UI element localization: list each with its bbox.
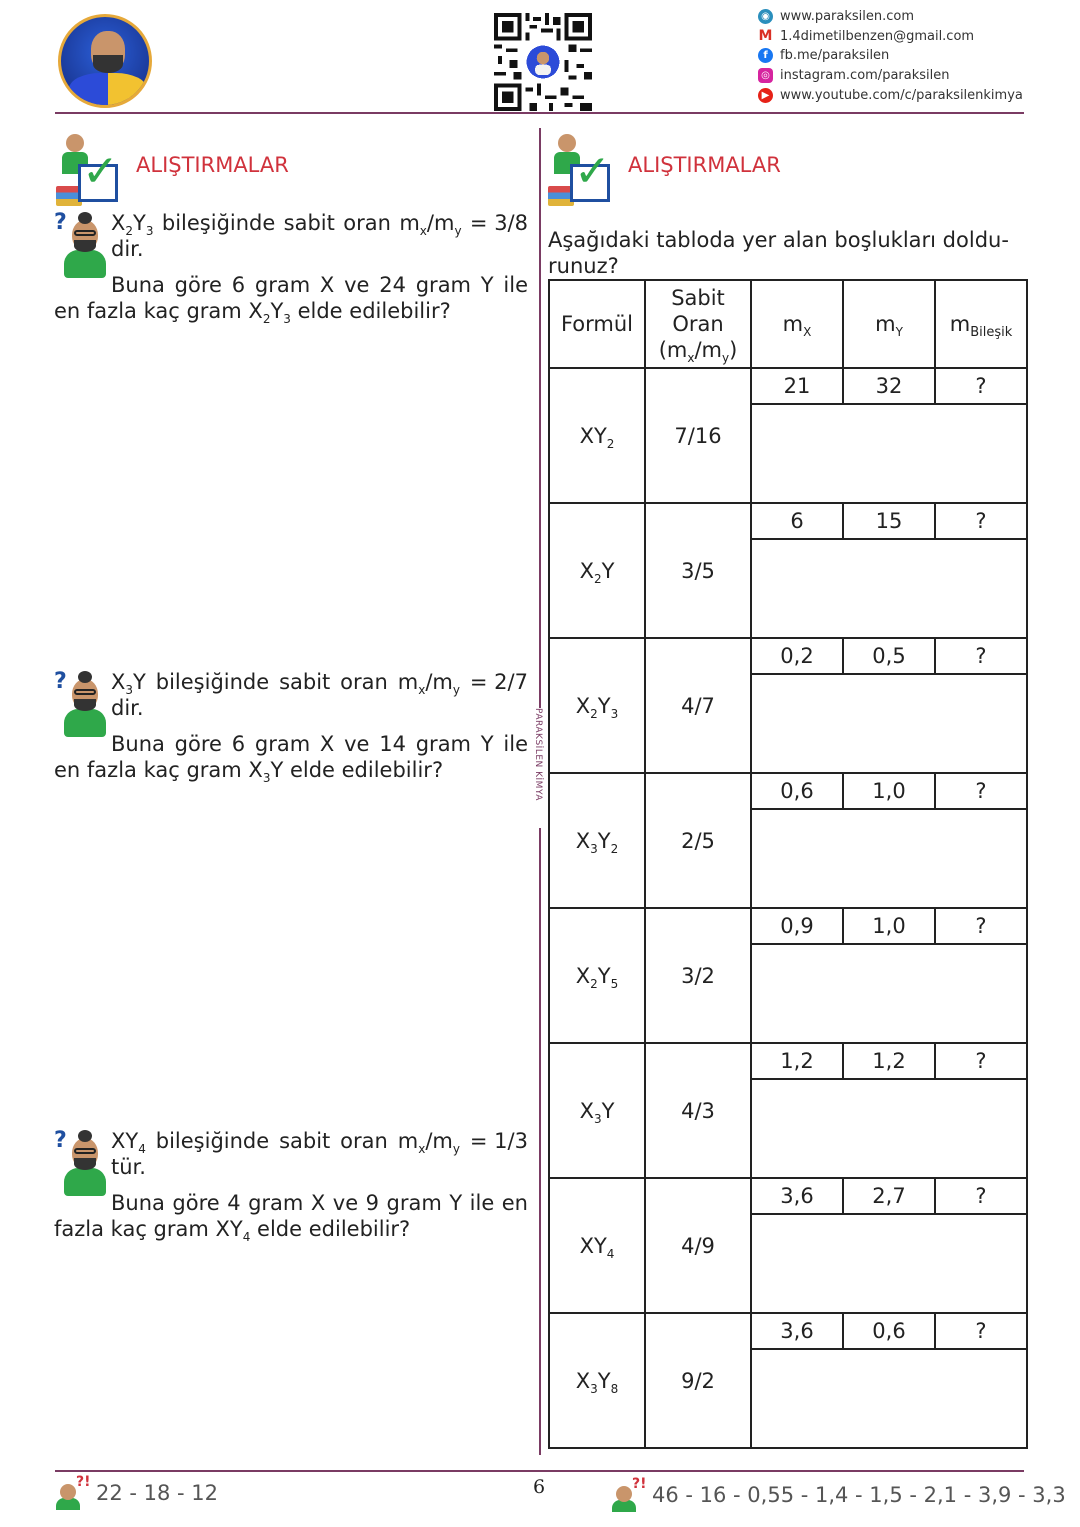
- formula-cell: $X_2Y_5$: [549, 908, 645, 1043]
- teacher-question-icon: ?: [54, 669, 110, 739]
- ratio-cell: 4/7: [645, 638, 751, 773]
- formula-cell: $X_3Y$: [549, 1043, 645, 1178]
- mx-cell: 21: [751, 368, 843, 404]
- ratio-cell: 2/5: [645, 773, 751, 908]
- my-cell: 1,0: [843, 773, 935, 809]
- web-icon: ◉: [758, 9, 773, 24]
- ratio-cell: 7/16: [645, 368, 751, 503]
- ratio-cell: 3/5: [645, 503, 751, 638]
- table-row: [549, 908, 1027, 944]
- mx-cell: 0,6: [751, 773, 843, 809]
- answer-space[interactable]: [751, 539, 1027, 638]
- question-text: Buna göre 4 gram X ve 9 gram Y ile en fazla kaç gram $XY_4$ elde edilebilir?: [54, 1191, 528, 1244]
- question-text: Buna göre 6 gram X ve 24 gram Y ile en fazla kaç gram $X_2Y_3$ elde edilebilir?: [54, 273, 528, 326]
- header-formula: Formül: [549, 280, 645, 368]
- ratio-cell: 4/9: [645, 1178, 751, 1313]
- mx-cell: 0,2: [751, 638, 843, 674]
- question-suffix: tür.: [111, 1155, 146, 1179]
- question-statement: $XY_4$ bileşiğinde sabit oran $m_x/m_y$ = 1/3: [111, 1129, 528, 1156]
- my-cell: 0,5: [843, 638, 935, 674]
- answer-key-icon: ?!: [610, 1478, 646, 1512]
- answer-space[interactable]: [751, 809, 1027, 908]
- teacher-question-icon: ?: [54, 210, 110, 280]
- mcompound-cell: ?: [935, 908, 1027, 944]
- my-cell: 1,0: [843, 908, 935, 944]
- exercise-illustration-icon: ✓: [548, 130, 622, 208]
- mcompound-cell: ?: [935, 638, 1027, 674]
- right-section-heading: [548, 130, 781, 208]
- question-suffix: dir.: [111, 696, 144, 720]
- section-title: ALIŞTIRMALAR: [628, 153, 781, 177]
- qr-code[interactable]: [494, 13, 592, 111]
- question-statement: $X_3Y$ bileşiğinde sabit oran $m_x/m_y$ = 2/7: [111, 670, 528, 697]
- formula-cell: $X_2Y_3$: [549, 638, 645, 773]
- header-divider: [55, 112, 1024, 114]
- my-cell: 1,2: [843, 1043, 935, 1079]
- table-row: [549, 1043, 1027, 1079]
- page-number: 6: [532, 1476, 546, 1498]
- question-2: [54, 669, 528, 783]
- contact-email[interactable]: [758, 27, 1058, 47]
- table-header-row: [549, 280, 1027, 368]
- contact-instagram[interactable]: [758, 66, 1058, 86]
- exercise-illustration-icon: ✓: [56, 130, 130, 208]
- formula-cell: $XY_4$: [549, 1178, 645, 1313]
- table-row: [549, 503, 1027, 539]
- formula-cell: $X_3Y_2$: [549, 773, 645, 908]
- contact-text: instagram.com/paraksilen: [780, 68, 950, 84]
- teacher-question-icon: ?: [54, 1128, 110, 1198]
- table-row: [549, 638, 1027, 674]
- mcompound-cell: ?: [935, 1043, 1027, 1079]
- table-instructions: Aşağıdaki tabloda yer alan boşlukları doldu- runuz?: [548, 228, 1009, 278]
- formula-cell: $X_3Y_8$: [549, 1313, 645, 1448]
- mx-cell: 0,9: [751, 908, 843, 944]
- mcompound-cell: ?: [935, 1178, 1027, 1214]
- contact-text: 1.4dimetilbenzen@gmail.com: [780, 28, 975, 44]
- mcompound-cell: ?: [935, 1313, 1027, 1349]
- ratio-cell: 9/2: [645, 1313, 751, 1448]
- table-row: [549, 1178, 1027, 1214]
- left-section-heading: [56, 130, 289, 208]
- footer-divider: [55, 1470, 1024, 1472]
- table-row: [549, 773, 1027, 809]
- ratio-cell: 3/2: [645, 908, 751, 1043]
- answer-key-text: 22 - 18 - 12: [96, 1481, 219, 1505]
- header-mcompound: $m_{Bileşik}$: [935, 280, 1027, 368]
- instagram-icon: ◎: [758, 68, 773, 83]
- contact-text: www.paraksilen.com: [780, 9, 915, 25]
- contact-facebook[interactable]: [758, 46, 1058, 66]
- question-statement: $X_2Y_3$ bileşiğinde sabit oran $m_x/m_y$ = 3/8: [111, 211, 528, 238]
- formula-cell: $XY_2$: [549, 368, 645, 503]
- ratio-cell: 4/3: [645, 1043, 751, 1178]
- answer-key-text: 46 - 16 - 0,55 - 1,4 - 1,5 - 2,1 - 3,9 - 3,3: [652, 1483, 1066, 1507]
- my-cell: 0,6: [843, 1313, 935, 1349]
- facebook-icon: f: [758, 48, 773, 63]
- fill-in-table: [548, 279, 1028, 1449]
- author-avatar: [58, 14, 152, 108]
- question-1: [54, 210, 528, 324]
- my-cell: 32: [843, 368, 935, 404]
- my-cell: 15: [843, 503, 935, 539]
- left-answer-key: [54, 1476, 218, 1510]
- youtube-icon: ▶: [758, 88, 773, 103]
- contact-youtube[interactable]: [758, 85, 1058, 105]
- mcompound-cell: ?: [935, 773, 1027, 809]
- answer-space[interactable]: [751, 674, 1027, 773]
- watermark: PARAKSİLEN KİMYA: [532, 708, 548, 828]
- section-title: ALIŞTIRMALAR: [136, 153, 289, 177]
- mcompound-cell: ?: [935, 503, 1027, 539]
- table-row: [549, 1313, 1027, 1349]
- contact-list: [758, 7, 1058, 105]
- answer-space[interactable]: [751, 1079, 1027, 1178]
- mx-cell: 3,6: [751, 1178, 843, 1214]
- question-suffix: dir.: [111, 237, 144, 261]
- answer-key-icon: ?!: [54, 1476, 90, 1510]
- header-my: $m_Y$: [843, 280, 935, 368]
- my-cell: 2,7: [843, 1178, 935, 1214]
- mx-cell: 6: [751, 503, 843, 539]
- question-3: [54, 1128, 528, 1242]
- formula-cell: $X_2Y$: [549, 503, 645, 638]
- answer-space[interactable]: [751, 1349, 1027, 1448]
- mcompound-cell: ?: [935, 368, 1027, 404]
- gmail-icon: M: [758, 28, 773, 45]
- mx-cell: 3,6: [751, 1313, 843, 1349]
- answer-space[interactable]: [751, 944, 1027, 1043]
- header-ratio: Sabit Oran $(m_x/m_y)$: [645, 280, 751, 368]
- table-row: [549, 368, 1027, 404]
- contact-text: www.youtube.com/c/paraksilenkimya: [780, 87, 1023, 103]
- answer-space[interactable]: [751, 404, 1027, 503]
- header-mx: $m_X$: [751, 280, 843, 368]
- answer-space[interactable]: [751, 1214, 1027, 1313]
- question-text: Buna göre 6 gram X ve 14 gram Y ile en fazla kaç gram $X_3Y$ elde edilebilir?: [54, 732, 528, 785]
- contact-text: fb.me/paraksilen: [780, 48, 890, 64]
- contact-website[interactable]: [758, 7, 1058, 27]
- mx-cell: 1,2: [751, 1043, 843, 1079]
- right-answer-key: [610, 1478, 1066, 1512]
